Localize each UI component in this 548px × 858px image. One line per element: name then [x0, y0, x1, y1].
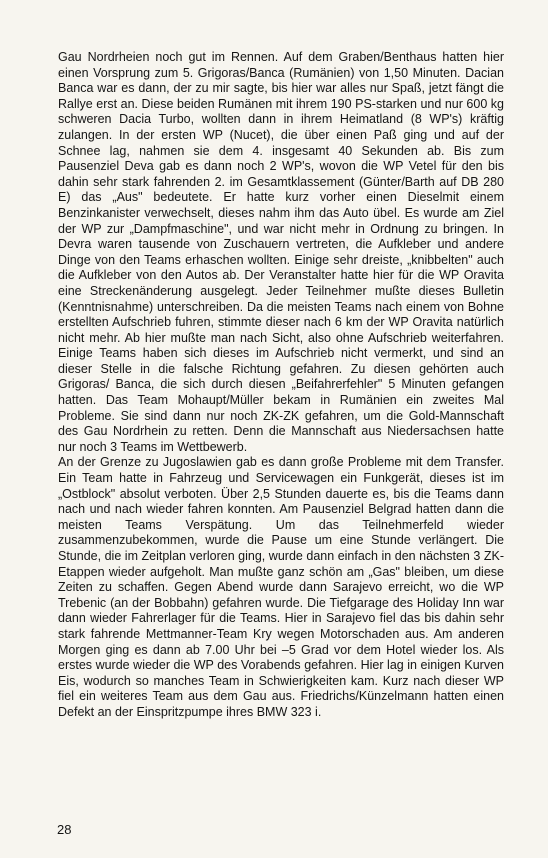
paragraph: An der Grenze zu Jugoslawien gab es dann große Probleme mit dem Transfer. Ein Team hatte in Fahrzeug und Servicewagen ein Funkgerät, dieses ist im „Ostblock" absolut verboten. Über 2,5 Stunden dauerte es, bis die Teams dann nach und nach wieder fahren konnten. Am Pausenziel Belgrad hatten dann die meisten Teams Verspätung. Um das Teilnehmerfeld wieder zusammenzubekommen, wurde die Pause um eine Stunde verlängert. Die Stunde, die im Zeitplan verloren ging, wurde dann einfach in den nächsten 3 ZK-Etappen wieder aufgeholt. Man mußte ganz schön am „Gas" bleiben, um diese Zeiten zu schaffen. Gegen Abend wurde dann Sarajevo erreicht, wo die WP Trebenic (an der Bobbahn) gefahren wurde. Die Tiefgarage des Holiday Inn war dann wieder Fahrerlager für die Teams. Hier in Sarajevo fiel das bis dahin sehr stark fahrende Mettmanner-Team Kry wegen Motorschaden aus. Am anderen Morgen ging es dann ab 7.00 Uhr bei –5 Grad vor dem Hotel wieder los. Als erstes wurde wieder die WP des Vorabends gefahren. Hier lag in einigen Kurven Eis, wodurch so manches Team in Schwierigkeiten kam. Kurz nach dieser WP fiel ein weiteres Team aus dem Gau aus. Friedrichs/Künzelmann hatten einen Defekt an der Einspritzpumpe ihres BMW 323 i.	[58, 455, 504, 719]
page-number: 28	[57, 822, 72, 837]
body-text	[58, 50, 504, 721]
paragraph: Gau Nordrheien noch gut im Rennen. Auf dem Graben/Benthaus hatten hier einen Vorsprung zum 5. Grigoras/Banca (Rumänien) von 1,50 Minuten. Dacian Banca war es dann, der zu mir sagte, bis hier war alles nur Spaß, jetzt fängt die Rallye erst an. Diese beiden Rumänen mit ihrem 190 PS-starken und nur 600 kg schweren Dacia Turbo, wollten dann in ihrem Heimatland (8 WP's) kräftig zulangen. In der ersten WP (Nucet), die über einen Paß ging und auf der Schnee lag, nahmen sie dem 4. insgesamt 40 Sekunden ab. Bis zum Pausenziel Deva gab es dann noch 2 WP's, wovon die WP Vetel für den bis dahin sehr stark fahrenden 2. im Gesamtklassement (Günter/Barth auf DB 280 E) das „Aus" bedeutete. Er hatte kurz vorher einen Dieselmit einem Benzinkanister verwechselt, dieses nahm ihm das Auto übel. Es wurde am Ziel der WP zur „Dampfmaschine", und war nicht mehr in Ordnung zu bringen. In Devra waren tausende von Zuschauern vertreten, die Aufkleber und andere Dinge von den Teams erhaschen wollten. Einige sehr dreiste, „knibbelten" auch die Aufkleber von den Autos ab. Der Veranstalter hatte hier für die WP Oravita eine Streckenänderung ausgelegt. Jeder Teilnehmer mußte dieses Bulletin (Kenntnisnahme) unterschreiben. Da die meisten Teams nach einem von Bohne erstellten Aufschrieb fuhren, stimmte dieser nach 6 km der WP Oravita natürlich nicht mehr. Ab hier mußte man nach Sicht, also ohne Aufschrieb weiterfahren. Einige Teams haben sich dieses im Aufschrieb nicht vermerkt, und sind an dieser Stelle in die falsche Richtung gefahren. Zu diesen gehörten auch Grigoras/ Banca, die sich durch diesen „Beifahrerfehler" 5 Minuten gefangen hatten. Das Team Mohaupt/Müller bekam in Rumänien ein zweites Mal Probleme. Sie sind dann nur noch ZK-ZK gefahren, um die Gold-Mannschaft des Gau Nordrhein zu retten. Denn die Mannschaft aus Niedersachsen hatte nur noch 3 Teams im Wettbewerb.	[58, 50, 504, 454]
